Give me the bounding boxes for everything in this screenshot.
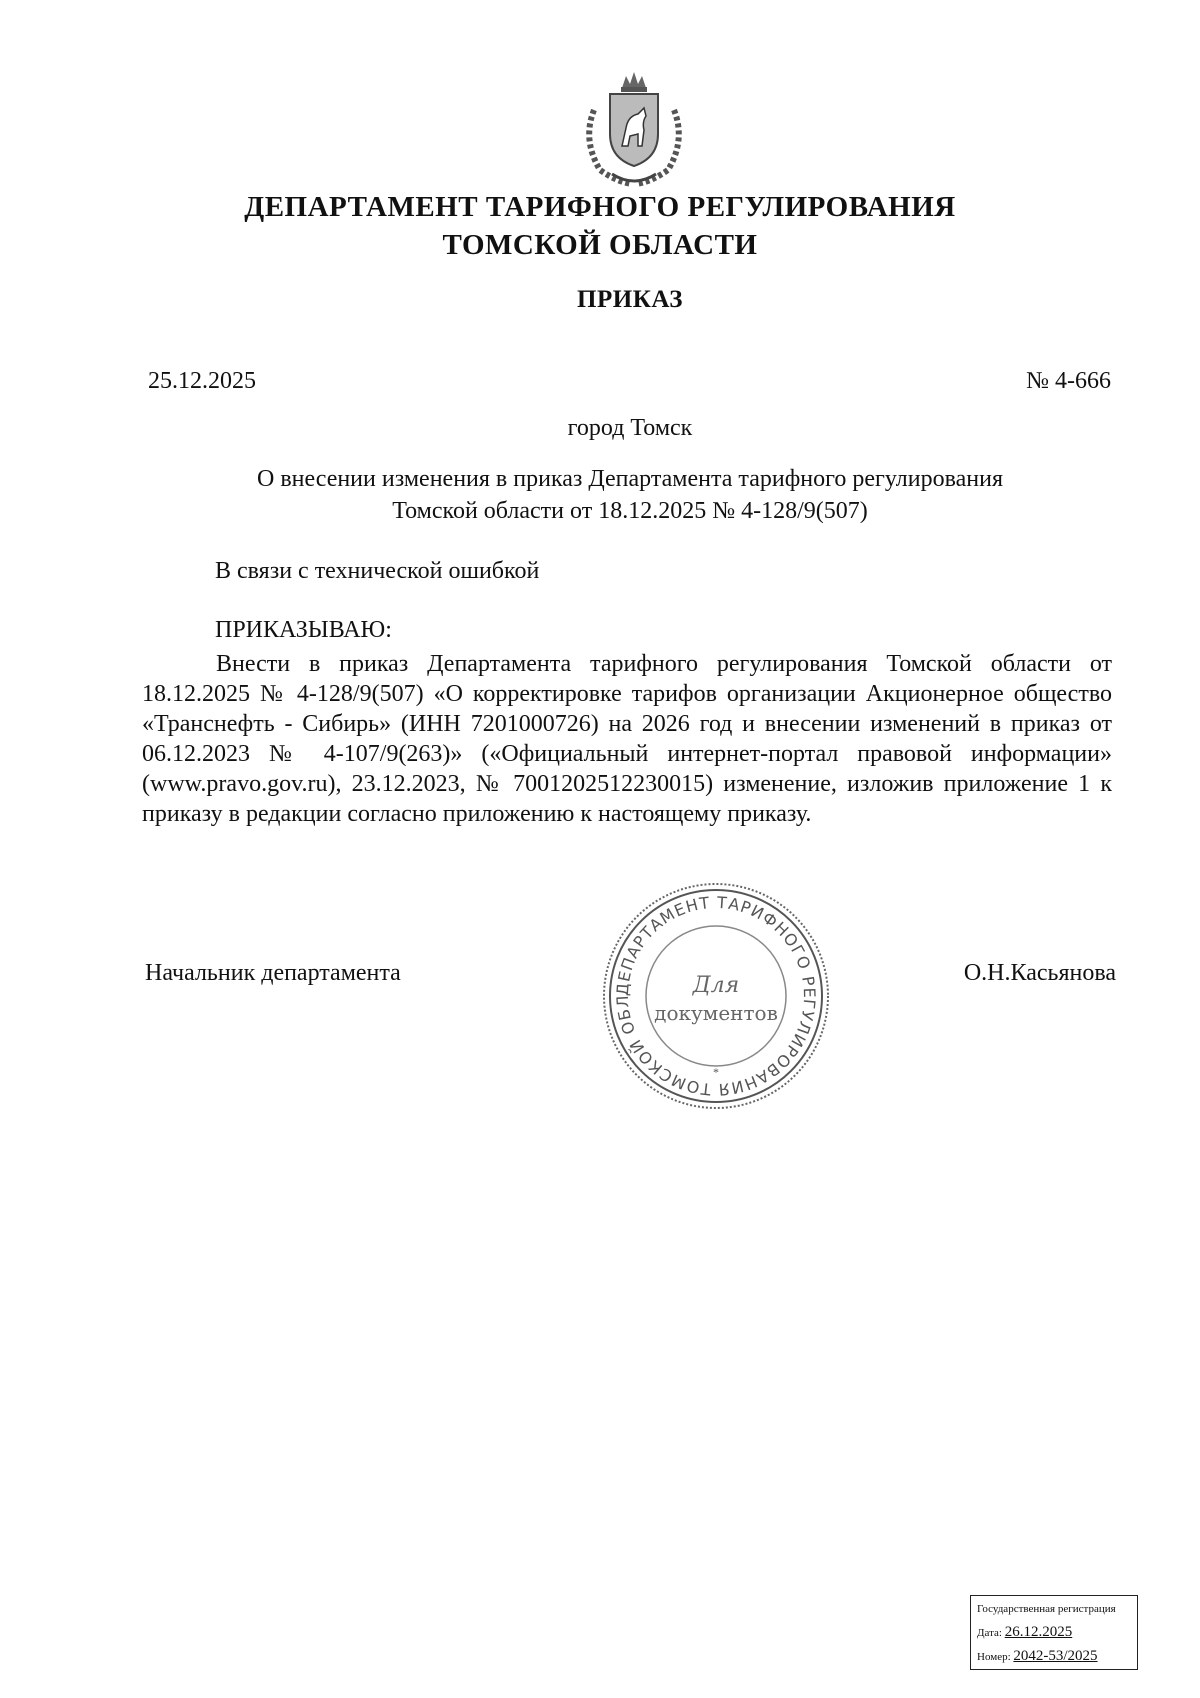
registration-date-value: 26.12.2025 [1004, 1624, 1073, 1640]
registration-date-row [977, 1621, 1137, 1645]
registration-box [970, 1595, 1138, 1670]
svg-text:*: * [713, 1065, 719, 1079]
registration-number-row [977, 1645, 1137, 1669]
order-reason: В связи с технической ошибкой [215, 558, 540, 584]
order-number: № 4-666 [1026, 368, 1111, 394]
order-date: 25.12.2025 [148, 368, 256, 394]
subject-line2: Томской области от 18.12.2025 № 4-128/9(507) [392, 498, 868, 524]
city: город Томск [567, 415, 693, 441]
stamp-center-line2: документов [654, 1001, 778, 1025]
document-type-title: ПРИКАЗ [577, 286, 683, 313]
official-seal-icon [600, 880, 832, 1112]
order-directive: ПРИКАЗЫВАЮ: [215, 617, 392, 643]
department-name-line2: ТОМСКОЙ ОБЛАСТИ [442, 229, 758, 261]
stamp-ring-text: ДЕПАРТАМЕНТ ТАРИФНОГО РЕГУЛИРОВАНИЯ ТОМСКОЙ ОБЛ [612, 892, 820, 1100]
signer-name: О.Н.Касьянова [963, 960, 1116, 986]
registration-number-value: 2042-53/2025 [1013, 1648, 1098, 1664]
order-body-paragraph: Внести в приказ Департамента тарифного регулирования Томской области от 18.12.2025 № 4-128/9(507) «О корректировке тарифов организации Акционерное общество «Транснефть - Сибирь» (ИНН 7201000726) на 2026 год и внесении изменений в приказ от 06.12.2023 № 4-107/9(263)» («Официальный интернет-портал правовой информации» (www.pravo.gov.ru), 23.12.2023, № 7001202512230015) изменение, изложив приложение 1 к приказу в редакции согласно приложению к настоящему приказу. [142, 651, 1112, 827]
signer-position: Начальник департамента [145, 960, 401, 986]
coat-of-arms-icon [572, 70, 696, 190]
subject-line1: О внесении изменения в приказ Департамента тарифного регулирования [256, 466, 1003, 492]
stamp-center-line1: Для [692, 973, 740, 998]
registration-number-label: Номер: [977, 1651, 1011, 1663]
department-name-line1: ДЕПАРТАМЕНТ ТАРИФНОГО РЕГУЛИРОВАНИЯ [244, 191, 956, 223]
order-subject [150, 463, 1110, 527]
registration-date-label: Дата: [977, 1627, 1002, 1639]
registration-title: Государственная регистрация [977, 1603, 1116, 1615]
